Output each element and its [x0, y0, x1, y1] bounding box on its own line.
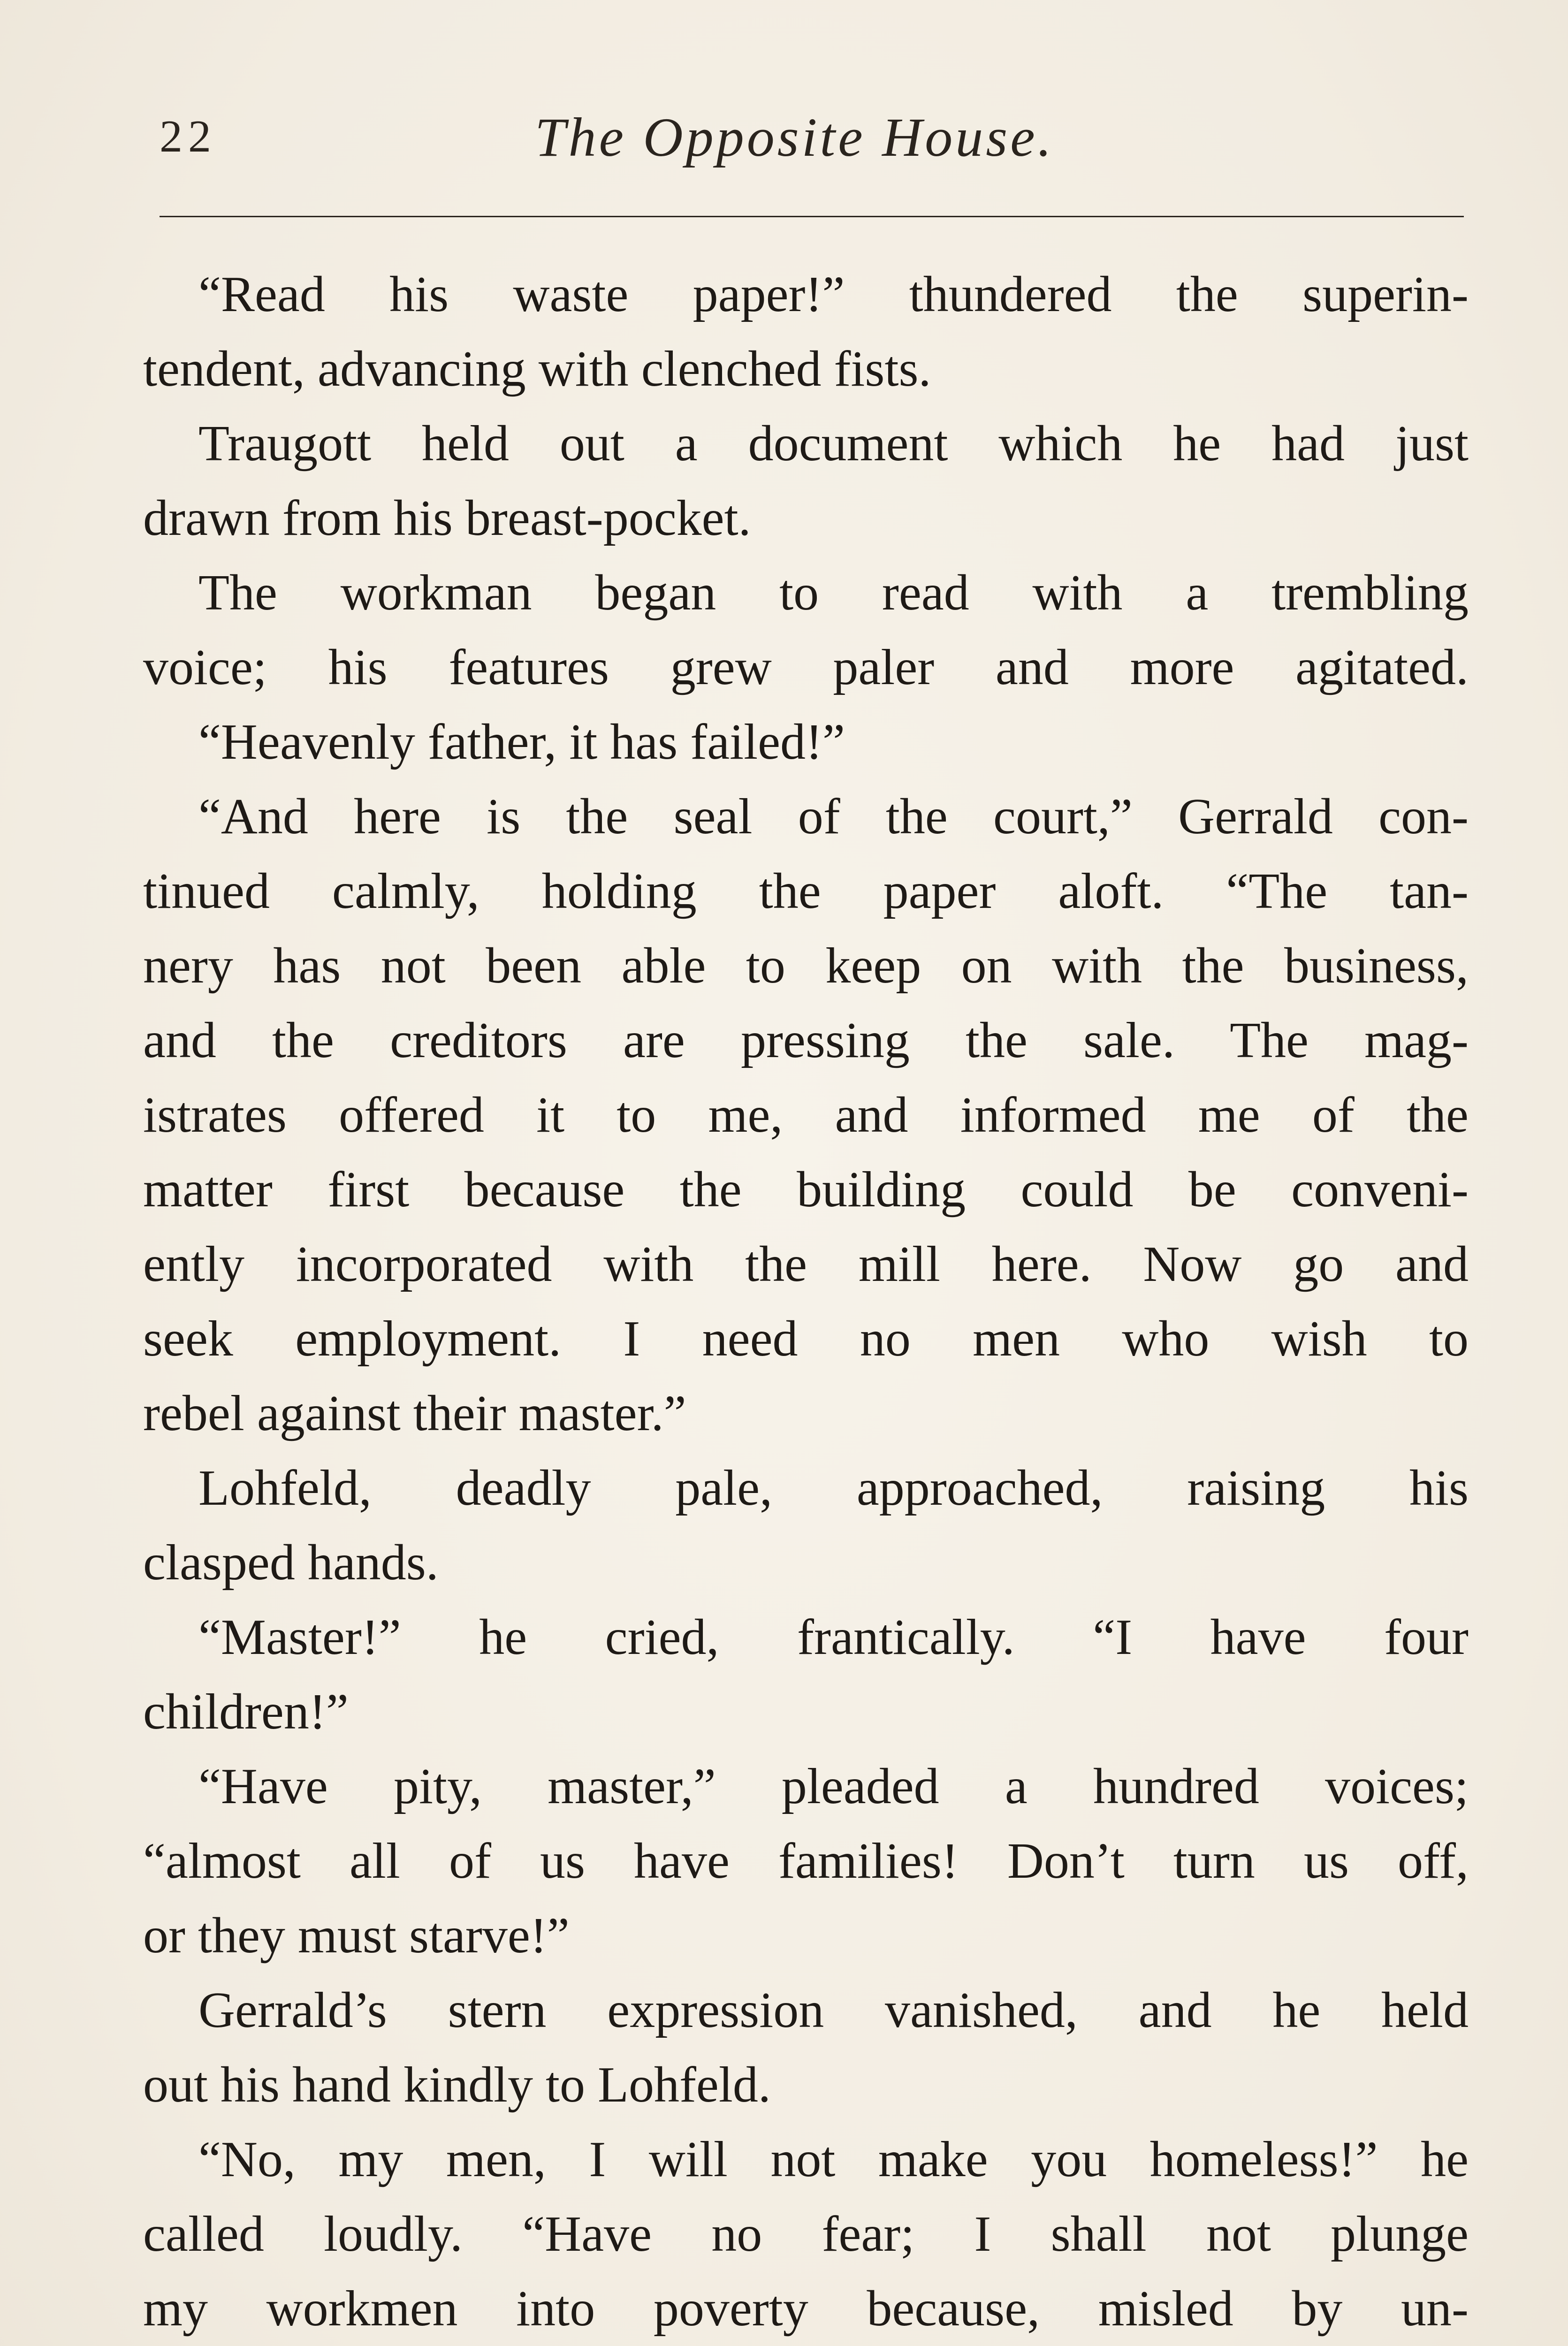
text-line: Lohfeld, deadly pale, approached, raising his: [198, 1460, 1469, 1516]
text-line: Gerrald’s stern expression vanished, and he held: [198, 1982, 1469, 2038]
text-line: my workmen into poverty because, misled by un-: [143, 2281, 1469, 2337]
page-number: 22: [160, 111, 217, 162]
text-line: istrates offered it to me, and informed me of the: [143, 1087, 1469, 1143]
text-line: matter first because the building could be conveni-: [143, 1162, 1469, 1218]
text-line: “Heavenly father, it has failed!”: [198, 714, 845, 770]
text-line: “Master!” he cried, frantically. “I have four: [198, 1609, 1469, 1665]
text-line: voice; his features grew paler and more agitated.: [143, 640, 1469, 695]
text-line: “almost all of us have families! Don’t turn us off,: [143, 1833, 1469, 1889]
text-line: called loudly. “Have no fear; I shall not plunge: [143, 2206, 1469, 2262]
text-line: “Have pity, master,” pleaded a hundred voices;: [198, 1759, 1469, 1814]
running-title: The Opposite House.: [535, 107, 1055, 168]
text-line: seek employment. I need no men who wish to: [143, 1311, 1469, 1367]
text-line: Traugott held out a document which he had just: [198, 416, 1469, 472]
text-line: out his hand kindly to Lohfeld.: [143, 2057, 771, 2113]
text-line: and the creditors are pressing the sale. The mag-: [143, 1013, 1469, 1068]
text-line: clasped hands.: [143, 1535, 439, 1591]
text-line: or they must starve!”: [143, 1908, 570, 1964]
text-line: tendent, advancing with clenched fists.: [143, 341, 931, 397]
text-line: The workman began to read with a trembling: [198, 565, 1469, 621]
text-line: tinued calmly, holding the paper aloft. “The tan-: [143, 863, 1469, 919]
header-rule: [160, 216, 1464, 217]
text-line: drawn from his breast-pocket.: [143, 490, 751, 546]
text-line: “And here is the seal of the court,” Gerrald con-: [198, 789, 1469, 845]
body-text: [143, 257, 1469, 2346]
text-line: children!”: [143, 1684, 349, 1740]
text-line: “No, my men, I will not make you homeless!” he: [198, 2132, 1469, 2187]
text-line: “Read his waste paper!” thundered the superin-: [198, 267, 1469, 322]
text-line: rebel against their master.”: [143, 1386, 686, 1441]
page-header: [160, 101, 1464, 171]
text-line: ently incorporated with the mill here. Now go and: [143, 1236, 1469, 1292]
text-line: nery has not been able to keep on with the business,: [143, 938, 1469, 994]
